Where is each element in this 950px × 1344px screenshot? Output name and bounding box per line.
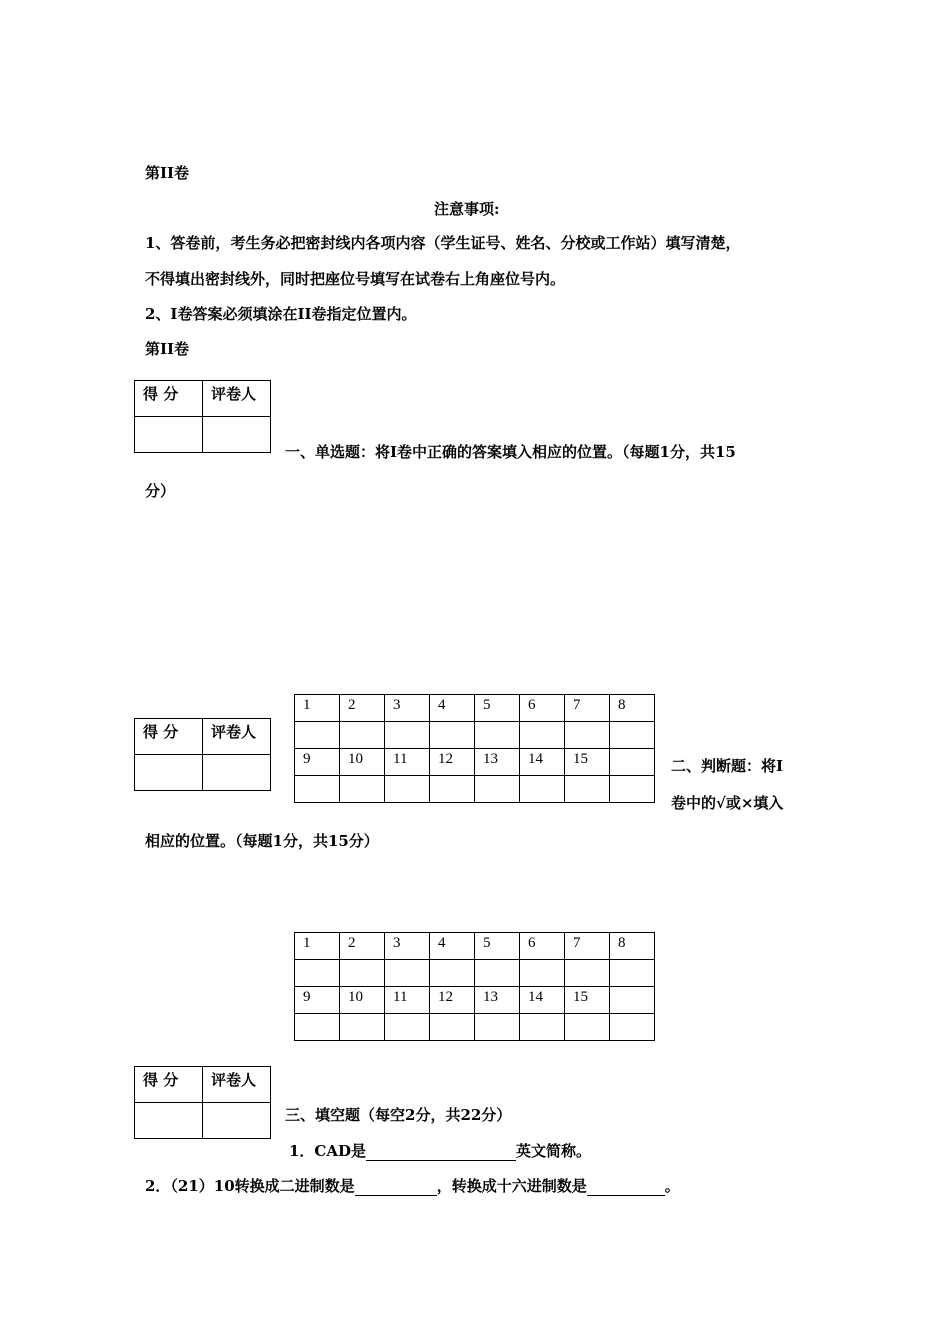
notice-heading: 注意事项: — [434, 200, 500, 218]
question-2-prefix: 2．（21）10转换成二进制数是 — [145, 1177, 355, 1195]
answer-cell[interactable] — [565, 1014, 610, 1041]
answer-cell[interactable] — [610, 722, 655, 749]
question-2-blank-hex[interactable] — [587, 1177, 665, 1196]
grid-cell-number: 12 — [430, 987, 475, 1014]
grid-cell-number: 5 — [475, 933, 520, 960]
answer-cell[interactable] — [565, 722, 610, 749]
grid-cell-number: 8 — [610, 933, 655, 960]
answer-cell[interactable] — [430, 722, 475, 749]
grid-cell-number: 1 — [295, 933, 340, 960]
answer-cell[interactable] — [475, 722, 520, 749]
grid-cell-number: 3 — [385, 933, 430, 960]
grid-cell-number: 10 — [340, 987, 385, 1014]
notice-item-1-line-2: 不得填出密封线外，同时把座位号填写在试卷右上角座位号内。 — [145, 270, 566, 288]
answer-cell[interactable] — [520, 722, 565, 749]
answer-cell[interactable] — [295, 722, 340, 749]
grid-cell-number: 14 — [520, 987, 565, 1014]
grid-cell-number: 2 — [340, 695, 385, 722]
question-1 — [289, 1140, 591, 1161]
question-1-prefix: 1．CAD是 — [289, 1142, 367, 1160]
grader-cell[interactable] — [203, 755, 271, 791]
question-2-mid: ，转换成十六进制数是 — [436, 1177, 587, 1195]
question-1-blank[interactable] — [366, 1142, 516, 1161]
answer-cell[interactable] — [475, 776, 520, 803]
grid-cell-number: 9 — [295, 987, 340, 1014]
grid-cell-number: 15 — [565, 987, 610, 1014]
grid-cell-number: 13 — [475, 749, 520, 776]
answer-cell[interactable] — [610, 960, 655, 987]
answer-cell[interactable] — [295, 960, 340, 987]
answer-cell[interactable] — [520, 960, 565, 987]
grid-cell-number: 11 — [385, 749, 430, 776]
part2-heading-line-1: 二、判断题：将I — [671, 757, 784, 775]
grid-cell-number — [610, 749, 655, 776]
score-box-2 — [134, 718, 271, 791]
answer-cell[interactable] — [520, 776, 565, 803]
answer-cell[interactable] — [610, 1014, 655, 1041]
grid-cell-number: 4 — [430, 933, 475, 960]
grid-cell-number: 7 — [565, 933, 610, 960]
grid-cell-number — [610, 987, 655, 1014]
answer-cell[interactable] — [340, 960, 385, 987]
answer-cell[interactable] — [565, 776, 610, 803]
grader-cell[interactable] — [203, 417, 271, 453]
grid-cell-number: 6 — [520, 933, 565, 960]
answer-cell[interactable] — [565, 960, 610, 987]
score-cell[interactable] — [135, 755, 203, 791]
part3-heading: 三、填空题（每空2分，共22分） — [285, 1106, 512, 1124]
score-cell[interactable] — [135, 417, 203, 453]
answer-grid-2 — [294, 932, 655, 1041]
grader-label: 评卷人 — [203, 1067, 271, 1103]
notice-item-2: 2、I卷答案必须填涂在II卷指定位置内。 — [145, 305, 417, 323]
grid-cell-number: 11 — [385, 987, 430, 1014]
grid-cell-number: 14 — [520, 749, 565, 776]
part1-heading-line-2: 分） — [145, 482, 176, 500]
score-label: 得 分 — [135, 1067, 203, 1103]
grid-cell-number: 12 — [430, 749, 475, 776]
grid-cell-number: 4 — [430, 695, 475, 722]
notice-item-1-line-1: 1、答卷前，考生务必把密封线内各项内容（学生证号、姓名、分校或工作站）填写清楚， — [145, 234, 741, 252]
grid-cell-number: 2 — [340, 933, 385, 960]
part1-heading-line-1: 一、单选题：将I卷中正确的答案填入相应的位置。（每题1分，共15 — [285, 443, 736, 461]
part2-heading-line-3: 相应的位置。（每题1分，共15分） — [145, 832, 379, 850]
question-2-blank-binary[interactable] — [355, 1177, 437, 1196]
score-box-1 — [134, 380, 271, 453]
answer-grid-1 — [294, 694, 655, 803]
answer-cell[interactable] — [295, 776, 340, 803]
answer-cell[interactable] — [520, 1014, 565, 1041]
answer-cell[interactable] — [610, 776, 655, 803]
answer-cell[interactable] — [385, 722, 430, 749]
answer-cell[interactable] — [295, 1014, 340, 1041]
question-2 — [145, 1175, 680, 1196]
grader-label: 评卷人 — [203, 719, 271, 755]
grid-cell-number: 3 — [385, 695, 430, 722]
part2-heading-line-2: 卷中的√或×填入 — [671, 794, 784, 812]
grid-cell-number: 13 — [475, 987, 520, 1014]
section-title: 第II卷 — [145, 164, 190, 182]
grid-cell-number: 7 — [565, 695, 610, 722]
grid-cell-number: 10 — [340, 749, 385, 776]
score-label: 得 分 — [135, 381, 203, 417]
answer-cell[interactable] — [430, 1014, 475, 1041]
answer-cell[interactable] — [385, 1014, 430, 1041]
grid-cell-number: 9 — [295, 749, 340, 776]
score-cell[interactable] — [135, 1103, 203, 1139]
grader-label: 评卷人 — [203, 381, 271, 417]
answer-cell[interactable] — [385, 960, 430, 987]
answer-cell[interactable] — [430, 960, 475, 987]
answer-cell[interactable] — [385, 776, 430, 803]
grid-cell-number: 15 — [565, 749, 610, 776]
grid-cell-number: 1 — [295, 695, 340, 722]
answer-cell[interactable] — [475, 1014, 520, 1041]
answer-cell[interactable] — [340, 1014, 385, 1041]
answer-cell[interactable] — [475, 960, 520, 987]
grid-cell-number: 5 — [475, 695, 520, 722]
section-title-2: 第II卷 — [145, 340, 190, 358]
grader-cell[interactable] — [203, 1103, 271, 1139]
answer-cell[interactable] — [340, 722, 385, 749]
question-2-suffix: 。 — [664, 1177, 680, 1195]
score-label: 得 分 — [135, 719, 203, 755]
question-1-suffix: 英文简称。 — [516, 1142, 592, 1160]
grid-cell-number: 6 — [520, 695, 565, 722]
score-box-3 — [134, 1066, 271, 1139]
answer-cell[interactable] — [340, 776, 385, 803]
grid-cell-number: 8 — [610, 695, 655, 722]
answer-cell[interactable] — [430, 776, 475, 803]
